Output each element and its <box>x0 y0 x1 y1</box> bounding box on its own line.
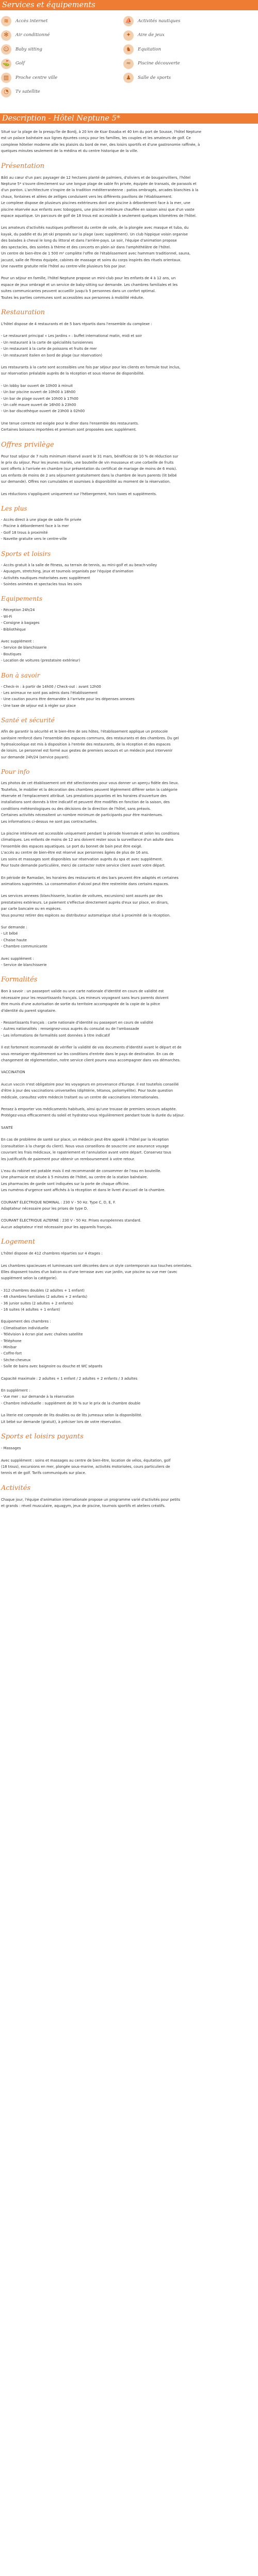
text-line: - Chambre communicante <box>1 944 47 949</box>
text-line: Les services annexes (blanchisserie, location de voitures, excursions) sont assurés par des <box>1 894 163 899</box>
logement-heading: Logement <box>1 1238 36 1246</box>
service-item <box>123 15 181 27</box>
info-paragraph-3 <box>1 875 257 888</box>
service-item <box>123 30 181 41</box>
text-line: - Un restaurant italien en bord de plage (sur réservation) <box>1 353 103 358</box>
avec-supplement-list <box>1 956 257 969</box>
text-line: - Un restaurant à la carte de spécialités tunisiennes <box>1 340 93 345</box>
text-line: quelques minutes seulement de la médina et du centre historique de la ville. <box>1 149 138 154</box>
pour-info-heading: Pour info <box>1 768 30 776</box>
text-line: - Service de blanchisserie <box>1 646 47 650</box>
text-line: Les restaurants à la carte sont accessibles une fois par séjour pour les clients en formule tout inclus, <box>1 365 181 369</box>
service-item <box>123 72 181 83</box>
restauration-end <box>1 420 257 433</box>
vaccination-paragraph-2 <box>1 1106 257 1119</box>
text-line: En cas de problème de santé sur place, un médecin peut être appelé à l'hôtel par la réception <box>1 1138 169 1142</box>
service-item <box>1 87 57 98</box>
text-line: - Un bar discothèque ouvert de 23h00 à 02h00 <box>1 409 85 414</box>
text-line: Les enfants de moins de 2 ans séjournent gratuitement dans la chambre de leurs parents (lit bébé <box>1 473 177 478</box>
text-line: kayak, du paddle et du jet-ski proposés sur la plage (avec supplément). Un club hippique voisin organise <box>1 232 188 236</box>
text-line: - Minibar <box>1 1345 17 1350</box>
text-line: - Check-in : à partir de 14h00 / Check-out : avant 12h00 <box>1 684 101 689</box>
text-line: conditions météorologiques ou des décisions de la direction de l'hôtel, sans préavis. <box>1 806 151 811</box>
text-line: - Les animaux ne sont pas admis dans l'établissement <box>1 690 98 695</box>
gym-icon: ♟ <box>123 73 134 83</box>
logement-intro: L'hôtel dispose de 412 chambres réparties sur 4 étages : <box>1 1251 103 1256</box>
text-line: supplément selon la catégorie). <box>1 1276 58 1281</box>
text-line: sur demande 24h/24 (service payant). <box>1 755 70 759</box>
text-line: - Réception 24h/24 <box>1 608 35 613</box>
sailing-icon: ⛵ <box>123 16 134 26</box>
sanitaire-paragraph <box>1 1137 257 1162</box>
text-line: - Lit bébé <box>1 931 18 936</box>
text-line: Pensez à emporter vos médicaments habituels, ainsi qu'une trousse de premiers secours adaptée. <box>1 1107 177 1112</box>
text-line: Chaque jour, l'équipe d'animation internationale propose un programme varié d'activités pour petits <box>1 1497 181 1502</box>
service-label: Accès internet <box>15 18 48 24</box>
text-line: - Service de blanchisserie <box>1 962 47 967</box>
text-line: COURANT ÉLECTRIQUE NOMINAL : 230 V - 50 Hz. Type C, D, E, F. <box>1 1200 116 1205</box>
text-line: le prix du séjour. Pour les jeunes mariés, une bouteille de vin mousseux et une corbeille de fruits <box>1 461 174 465</box>
text-line: Pour un séjour en famille, l'hôtel Neptune propose un mini-club pour les enfants de 4 à 12 ans, un <box>1 276 176 281</box>
text-line: - Un café maure ouvert de 16h00 à 23h00 <box>1 403 76 407</box>
restaurant-list <box>1 333 257 359</box>
offres-heading: Offres privilège <box>1 440 54 449</box>
text-line: (consultation à la charge du client). Nous vous conseillons de souscrire une assurance voyage <box>1 1144 169 1148</box>
text-line: Equipement des chambres : <box>1 1319 51 1324</box>
bon-a-savoir-heading: Bon à savoir <box>1 671 40 679</box>
text-line: les justificatifs de paiement pour obtenir un remboursement à votre retour. <box>1 1157 135 1161</box>
info-paragraph-4 <box>1 893 257 919</box>
presentation-heading: Présentation <box>1 162 44 170</box>
formalites-paragraph-2 <box>1 1044 257 1063</box>
text-line: installations sont donnés à titre indicatif et peuvent être modifiés en fonction de la saison, des <box>1 800 170 805</box>
text-line: Avec supplément : <box>1 639 34 643</box>
text-line: L'eau du robinet est potable mais il est recommandé de consommer de l'eau en bouteille. <box>1 1168 162 1173</box>
text-line: Lit bébé sur demande (gratuit), à préciser lors de votre réservation. <box>1 1419 122 1424</box>
text-line: - 312 chambres doubles (2 adultes + 1 enfant) <box>1 1288 85 1293</box>
text-line: d'être à jour des vaccinations universelles (diphtérie, tétanos, poliomyélite). Pour toute question <box>1 1089 173 1093</box>
text-line: En supplément : <box>1 1388 30 1393</box>
text-line: animations supprimées. La consommation d'alcool peut être restreinte dans certains espaces. <box>1 882 169 886</box>
text-line: sont offerts à l'arrivée en chambre (sur présentation du certificat de mariage de moins de 6 mois). <box>1 467 177 471</box>
text-line: hydroalcoolique est mis à disposition à l'entrée des restaurants, de la réception et des espaces <box>1 742 171 747</box>
satellite-icon: ◔ <box>1 87 11 97</box>
text-line: Les soins et massages sont disponibles sur réservation auprès du spa et avec supplément. <box>1 857 163 861</box>
electricite-paragraph-2 <box>1 1217 257 1230</box>
service-label: Equitation <box>138 46 162 52</box>
text-line: - Salle de bains avec baignoire ou douche et WC séparés <box>1 1364 103 1369</box>
les-plus-list <box>1 517 257 543</box>
equipements-heading: Equipements <box>1 595 42 603</box>
service-label: Salle de sports <box>138 75 171 80</box>
text-line: - Une taxe de séjour est à régler sur place <box>1 703 76 708</box>
service-item <box>123 58 181 70</box>
text-line: - Soirées animées et spectacles tous les soirs <box>1 582 82 586</box>
service-label: Aire de jeux <box>138 32 165 38</box>
sante-paragraph <box>1 728 257 760</box>
text-line: Afin de garantir la sécurité et le bien-être de ses hôtes, l'établissement applique un protocole <box>1 730 168 734</box>
offres-paragraph <box>1 453 257 485</box>
text-line: - Un bar de plage ouvert de 10h00 à 17h00 <box>1 396 78 401</box>
text-line: - Activités nautiques motorisées avec supplément <box>1 575 90 580</box>
baby-icon: ☺ <box>1 44 11 55</box>
text-line: - Location de voitures (prestataire extérieur) <box>1 658 80 663</box>
text-line: - 36 junior suites (2 adultes + 2 enfants) <box>1 1301 74 1306</box>
chambre-supplement-list <box>1 1387 257 1406</box>
sports-list <box>1 562 257 588</box>
text-line: d'identité du parent signataire. <box>1 1008 57 1013</box>
text-line: Certaines activités nécessitent un nombre minimum de participants pour être maintenues. <box>1 813 163 818</box>
electricite-paragraph <box>1 1199 257 1212</box>
restauration-heading: Restauration <box>1 308 45 316</box>
vaccination-label: VACCINATION <box>1 1070 25 1075</box>
text-line: Sur demande : <box>1 925 27 929</box>
service-label: Activités nautiques <box>138 18 181 24</box>
text-line: Les numéros d'urgence sont affichés à la réception et dans le livret d'accueil de la chambre. <box>1 1188 166 1193</box>
info-paragraph-2 <box>1 831 257 869</box>
activites-heading: Activités <box>1 1484 31 1492</box>
text-line: - Télévision à écran plat avec chaînes satellite <box>1 1332 83 1337</box>
city-icon: ▥ <box>1 73 11 83</box>
bon-a-savoir-list <box>1 684 257 709</box>
text-line: - Le restaurant principal « Les Jardins » : buffet international matin, midi et soir <box>1 334 142 338</box>
intro-paragraph <box>1 129 257 155</box>
text-line: jacuzzi, salle de fitness équipée, cabines de massage et soins du corps inspirés des rituels orientaux. <box>1 258 182 262</box>
text-line: réservée et l'emplacement attribué. Les prestations payantes et les horaires d'ouverture des <box>1 794 167 799</box>
text-line: vous renseigner régulièrement sur les conditions d'entrée dans le pays de destination. En cas de <box>1 1052 174 1056</box>
playground-icon: ✦ <box>123 30 134 41</box>
text-line: et grands : réveil musculaire, aquagym, jeux de piscine, tournois sportifs et ateliers créatifs. <box>1 1504 166 1509</box>
services-grid <box>0 15 258 113</box>
text-line: - Un lobby bar ouvert de 10h00 à minuit <box>1 383 73 388</box>
text-line: - Coffre-fort <box>1 1351 22 1356</box>
service-label: Proche centre ville <box>15 75 58 80</box>
text-line: Vous pourrez retirer des espèces au distributeur automatique situé à proximité de la réception. <box>1 913 171 918</box>
les-plus-heading: Les plus <box>1 505 27 513</box>
service-label: Golf <box>15 61 25 66</box>
text-line: Avec supplément : <box>1 956 34 961</box>
logement-paragraph <box>1 1263 257 1282</box>
snowflake-icon: ✻ <box>1 30 11 41</box>
text-line: sur demande). Offres non cumulables et soumises à disponibilité au moment de la réservation. <box>1 480 171 484</box>
text-line: Toutes les parties communes sont accessibles aux personnes à mobilité réduite. <box>1 295 144 300</box>
service-item <box>1 44 57 55</box>
text-line: espace de jeux ombragé et un service de baby-sitting sur demande. Les chambres familiales et les <box>1 282 178 287</box>
service-label: Piscine découverte <box>138 61 180 66</box>
services-right-column <box>123 15 181 87</box>
text-line: - Wi-Fi <box>1 614 12 619</box>
text-line: Une tenue correcte est exigée pour le dîner dans l'ensemble des restaurants. <box>1 421 139 426</box>
service-label: Air conditionné <box>15 32 50 38</box>
text-line: Adaptateur nécessaire pour les prises de type D. <box>1 1206 88 1211</box>
text-line: Situé sur la plage de la presqu'île de Bordj, à 20 km de Ksar Essaba et 40 km du port de Sousse, l'hôtel Neptune <box>1 130 202 134</box>
presentation-paragraph-1 <box>1 175 257 219</box>
services-left-column <box>1 15 57 100</box>
service-label: Tv satellite <box>15 89 40 95</box>
text-line: l'ensemble des espaces aquatiques. Le port du bonnet de bain peut être exigé. <box>1 844 142 849</box>
text-line: Les chambres spacieuses et lumineuses sont décorées dans un style contemporain aux touches orientales. <box>1 1263 192 1268</box>
text-line: - 48 chambres familiales (2 adultes + 2 enfants) <box>1 1295 88 1299</box>
formalites-paragraph <box>1 988 257 1014</box>
text-line: Le complexe dispose de plusieurs piscines extérieures dont une piscine à débordement face à la mer, une <box>1 201 190 206</box>
text-line: être munis d'une autorisation de sortie du territoire accompagnée de la copie de la pièce <box>1 1002 160 1007</box>
text-line: - 16 suites (4 adultes + 1 enfant) <box>1 1308 60 1312</box>
vaccination-paragraph <box>1 1081 257 1100</box>
text-line: - Golf 18 trous à proximité <box>1 530 48 535</box>
text-line: Les photos de cet établissement ont été sélectionnées pour vous donner un aperçu fidèle des lieux. <box>1 781 179 786</box>
text-line: Un centre de bien-être de 1 500 m² complète l'offre de l'établissement avec hammam traditionnel, sauna, <box>1 251 191 256</box>
sanitaire-paragraph-2 <box>1 1168 257 1194</box>
text-line: Les amateurs d'activités nautiques profiteront du centre de voile, de la plongée avec masque et tuba, du <box>1 226 189 230</box>
horse-icon: ♞ <box>123 44 134 55</box>
text-line: - Un bar piscine ouvert de 10h00 à 18h00 <box>1 390 76 395</box>
services-header: Services et équipements <box>0 0 258 10</box>
service-item <box>1 58 57 70</box>
formalites-heading: Formalités <box>1 976 38 984</box>
sports-payants-intro: - Massages <box>1 1446 21 1451</box>
logement-list <box>1 1287 257 1313</box>
text-line: prestataires extérieurs. Le paiement s'effectue directement auprès d'eux sur place, en dinars, <box>1 900 169 905</box>
text-line: Il est fortement recommandé de vérifier la validité de vos documents d'identité avant le départ et de <box>1 1045 182 1050</box>
text-line: La literie est composée de lits doubles ou de lits jumeaux selon la disponibilité. <box>1 1413 142 1418</box>
text-line: - Aquagym, stretching, jeux et tournois organisés par l'équipe d'animation <box>1 569 134 574</box>
service-item <box>1 72 57 83</box>
text-line: changement de réglementation, notre service client pourra vous accompagner dans vos démarches. <box>1 1058 181 1063</box>
text-line: Les pharmacies de garde sont indiquées sur la porte de chaque officine. <box>1 1181 130 1186</box>
service-label: Baby sitting <box>15 46 42 52</box>
text-line: Bon à savoir : un passeport valide ou une carte nationale d'identité en cours de validité est <box>1 989 164 994</box>
text-line: Aucun vaccin n'est obligatoire pour les voyageurs en provenance d'Europe. Il est toutefois conseillé <box>1 1082 179 1087</box>
text-line: Protégez-vous efficacement du soleil et hydratez-vous régulièrement pendant toute la durée du séjour. <box>1 1113 185 1118</box>
sante-label: SANTÉ <box>1 1125 13 1130</box>
text-line: - Chambre individuelle : supplément de 30 % sur le prix de la chambre double <box>1 1401 141 1405</box>
info-paragraph-1 <box>1 780 257 825</box>
text-line: piscine réservée aux enfants avec toboggans, une piscine intérieure chauffée en saison ainsi que d'un vaste <box>1 207 195 212</box>
text-line: - Les informations de formalités sont données à titre indicatif <box>1 1033 110 1038</box>
wifi-icon: ≋ <box>1 16 11 26</box>
text-line: des balades à cheval le long du littoral et dans l'arrière-pays. Le soir, l'équipe d'animation propose <box>1 239 177 243</box>
text-line: des spectacles, des soirées à thème et des concerts en plein air dans l'amphithéâtre de l'hôtel. <box>1 245 171 249</box>
text-line: Neptune 5* s'ouvre directement sur une longue plage de sable fin privée, équipée de transats, de parasols et <box>1 182 197 187</box>
text-line: - Une caution pourra être demandée à l'arrivée pour les dépenses annexes <box>1 697 135 702</box>
golf-icon: ⛳ <box>1 59 11 69</box>
text-line: - Accès direct à une plage de sable fin privée <box>1 518 82 522</box>
formalites-list <box>1 1020 257 1039</box>
text-line: tennis et de golf. Tarifs communiqués sur place. <box>1 1471 86 1476</box>
text-line: Toutefois, le mobilier et la décoration des chambres peuvent légèrement différer selon la catégorie <box>1 787 178 792</box>
text-line: Pour toute demande particulière, merci de contacter notre service client avant votre départ. <box>1 863 166 868</box>
text-line: Bâti au cœur d'un parc paysager de 12 hectares planté de palmiers, d'oliviers et de bougainvilliers, l'hôtel <box>1 175 191 180</box>
text-line: Une pharmacie est située à 5 minutes de l'hôtel, au centre de la station balnéaire. <box>1 1175 148 1180</box>
presentation-paragraph-3 <box>1 275 257 301</box>
text-line: - Un restaurant à la carte de poissons et fruits de mer <box>1 347 97 351</box>
text-line: d'un ponton. L'architecture s'inspire de la tradition méditerranéenne : patios ombragés, arcades blanchies à la <box>1 188 199 193</box>
text-line: (18 trous), excursions en mer, plongée sous-marine, activités motorisées, cours particuliers de <box>1 1464 170 1469</box>
text-line: - Autres nationalités : renseignez-vous auprès du consulat ou de l'ambassade <box>1 1027 139 1031</box>
text-line: - Ressortissants français : carte nationale d'identité ou passeport en cours de validité <box>1 1021 153 1025</box>
text-line: Certaines boissons importées et premium sont proposées avec supplément. <box>1 428 137 432</box>
equipements-supplement-list <box>1 638 257 664</box>
text-line: Avec supplément : soins et massages au centre de bien-être, location de vélos, équitation, golf <box>1 1458 171 1463</box>
text-line: nécessaire pour les ressortissants français. Les mineurs voyageant sans leurs parents doivent <box>1 995 169 1000</box>
text-line: - Navette gratuite vers le centre-ville <box>1 537 67 541</box>
text-line: sanitaire renforcé dans l'ensemble des espaces communs, des restaurants et des chambres. Du gel <box>1 736 179 740</box>
text-line: - Accès gratuit à la salle de fitness, au terrain de tennis, au mini-golf et au beach-volley <box>1 563 157 567</box>
text-line: En période de Ramadan, les horaires des restaurants et des bars peuvent être adaptés et certaines <box>1 875 179 880</box>
text-line: complexe hôtelier moderne allie les plaisirs du bord de mer, des loisirs sportifs et d'une gastronomie raffinée, à <box>1 142 200 147</box>
service-item <box>1 30 57 41</box>
text-line: - Piscine à débordement face à la mer <box>1 524 69 529</box>
bar-list <box>1 383 257 415</box>
service-item <box>123 44 181 55</box>
text-line: Elles disposent toutes d'un balcon ou d'une terrasse avec vue jardin, vue piscine ou vue mer (avec <box>1 1269 178 1274</box>
description-header: Description - Hôtel Neptune 5* <box>0 113 258 124</box>
pool-icon: ≈ <box>123 59 134 69</box>
text-line: est un palace balnéaire aux lignes épurées conçu pour les familles, les couples et les amateurs de golf. Ce <box>1 136 191 141</box>
text-line: climatiques. Les enfants de moins de 12 ans doivent rester sous la surveillance d'un adulte dans <box>1 838 174 842</box>
text-line: - Sèche-cheveux <box>1 1358 31 1362</box>
sports-payants-heading: Sports et loisirs payants <box>1 1433 84 1441</box>
capacite-text: Capacité maximale : 2 adultes + 1 enfant / 2 adultes + 2 enfants / 3 adultes <box>1 1376 138 1381</box>
text-line: chaux, fontaines et allées de zelliges conduisent vers les différents pavillons de l'établissement. <box>1 194 173 199</box>
text-line: espace aquatique. Un parcours de golf de 18 trous est accessible à seulement quelques kilomètres de l'hôtel. <box>1 214 197 218</box>
text-line: médicale, consultez votre médecin traitant ou un centre de vaccinations internationales. <box>1 1095 159 1099</box>
offres-note: Les réductions s'appliquent uniquement sur l'hébergement, hors taxes et suppléments. <box>1 492 157 496</box>
sports-payants-paragraph <box>1 1458 257 1477</box>
text-line: sur réservation préalable auprès de la réception et sous réserve de disponibilité. <box>1 371 145 376</box>
text-line: - Climatisation individuelle <box>1 1326 49 1330</box>
text-line: de loisirs. Le personnel est formé aux gestes de premiers secours et un médecin peut intervenir <box>1 749 173 753</box>
text-line: Aucun adaptateur n'est nécessaire pour les appareils français. <box>1 1225 112 1229</box>
text-line: - Bibliothèque <box>1 627 26 632</box>
sports-heading: Sports et loisirs <box>1 550 51 557</box>
equipement-chambre-list <box>1 1318 257 1369</box>
text-line: - Boutiques <box>1 652 22 656</box>
text-line: - Chaise haute <box>1 938 27 942</box>
text-line: La piscine intérieure est accessible uniquement pendant la période hivernale et selon les conditions <box>1 832 180 836</box>
description-content <box>0 129 258 1510</box>
text-line: suites communicantes peuvent accueillir jusqu'à 5 personnes dans un confort optimal. <box>1 289 156 294</box>
chambre-after <box>1 1412 257 1425</box>
equipements-list <box>1 607 257 633</box>
text-line: Les informations ci-dessus ne sont pas contractuelles. <box>1 819 98 824</box>
text-line: Pour tout séjour de 7 nuits minimum réservé avant le 31 mars, bénéficiez de 10 % de réduction sur <box>1 454 179 459</box>
text-line: - Consigne à bagages <box>1 621 40 625</box>
text-line: - Téléphone <box>1 1338 22 1343</box>
activites-paragraph <box>1 1497 257 1510</box>
text-line: couvrant les frais médicaux, le rapatriement et l'annulation avant votre départ. Conservez tous <box>1 1150 171 1155</box>
text-line: - Vue mer : sur demande à la réservation <box>1 1395 74 1399</box>
presentation-paragraph-2 <box>1 225 257 269</box>
sur-demande-list <box>1 924 257 950</box>
text-line: COURANT ÉLECTRIQUE ALTERNÉ : 230 V - 50 Hz. Prises européennes standard. <box>1 1218 141 1223</box>
restauration-intro: L'hôtel dispose de 4 restaurants et de 5 bars répartis dans l'ensemble du complexe : <box>1 321 152 326</box>
restauration-note <box>1 364 257 377</box>
text-line: par carte bancaire ou en espèces. <box>1 907 62 911</box>
service-item <box>1 15 57 27</box>
text-line: L'accès au centre de bien-être est réservé aux personnes âgées de plus de 16 ans. <box>1 851 149 855</box>
sante-heading: Santé et sécurité <box>1 717 55 724</box>
text-line: Une navette gratuite relie l'hôtel au centre-ville plusieurs fois par jour. <box>1 264 126 268</box>
